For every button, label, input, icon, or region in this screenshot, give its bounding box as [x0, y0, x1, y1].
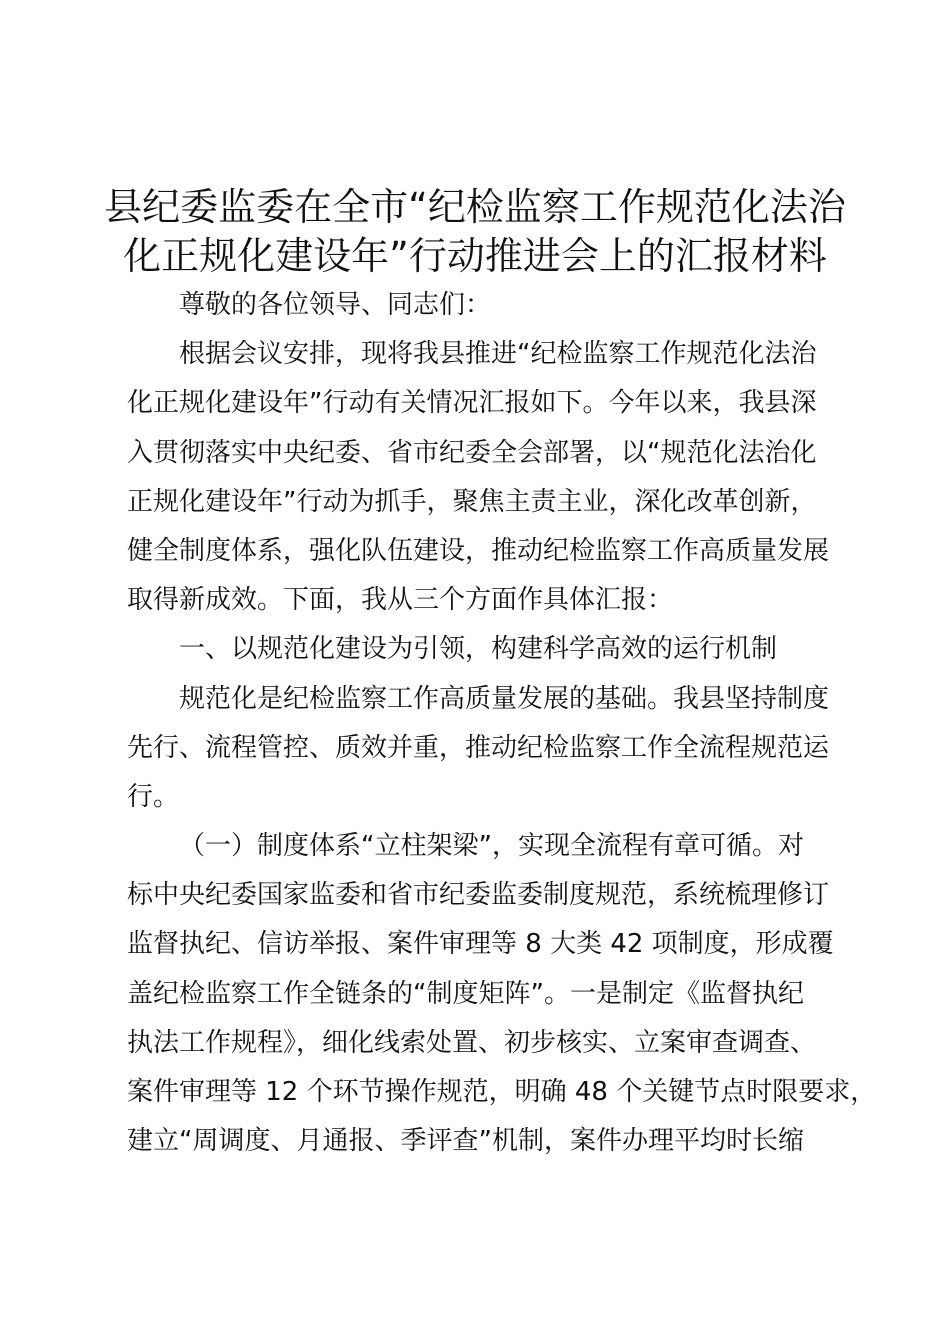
body-line: 案件审理等 12 个环节操作规范，明确 48 个关键节点时限要求，	[127, 1077, 877, 1107]
body-line: 执法工作规程》，细化线索处置、初步核实、立案审查调查、	[127, 1027, 817, 1058]
body-line: 建立“周调度、月通报、季评查”机制，案件办理平均时长缩	[127, 1126, 804, 1157]
body-line: 正规化建设年”行动为抓手，聚焦主责主业，深化改革创新，	[127, 486, 817, 517]
body-line: 取得新成效。下面，我从三个方面作具体汇报：	[127, 585, 674, 616]
body-line: 监督执纪、信访举报、案件审理等 8 大类 42 项制度，形成覆	[127, 929, 834, 960]
title-line-2: 化正规化建设年”行动推进会上的汇报材料	[123, 234, 827, 278]
section-heading: 一、以规范化建设为引领，构建科学高效的运行机制	[179, 634, 778, 665]
body-line: 规范化是纪检监察工作高质量发展的基础。我县坚持制度	[179, 683, 830, 714]
salutation: 尊敬的各位领导、同志们：	[179, 290, 492, 320]
document-title	[100, 183, 850, 281]
body-line: 盖纪检监察工作全链条的“制度矩阵”。一是制定《监督执纪	[127, 978, 804, 1009]
body-line: 健全制度体系，强化队伍建设，推动纪检监察工作高质量发展	[127, 535, 830, 566]
body-line: 先行、流程管控、质效并重，推动纪检监察工作全流程规范运	[127, 732, 830, 763]
body-line: 标中央纪委国家监委和省市纪委监委制度规范，系统梳理修订	[127, 880, 830, 911]
subsection-heading: （一）制度体系“立柱架梁”，实现全流程有章可循。对	[179, 831, 804, 862]
body-line: 入贯彻落实中央纪委、省市纪委全会部署，以“规范化法治化	[127, 437, 817, 468]
document-body	[127, 281, 877, 1166]
body-line: 行。	[127, 781, 180, 812]
body-line: 根据会议安排，现将我县推进“纪检监察工作规范化法治	[179, 339, 817, 370]
title-line-1: 县纪委监委在全市“纪检监察工作规范化法治	[104, 185, 846, 229]
body-line: 化正规化建设年”行动有关情况汇报如下。今年以来，我县深	[127, 388, 817, 419]
